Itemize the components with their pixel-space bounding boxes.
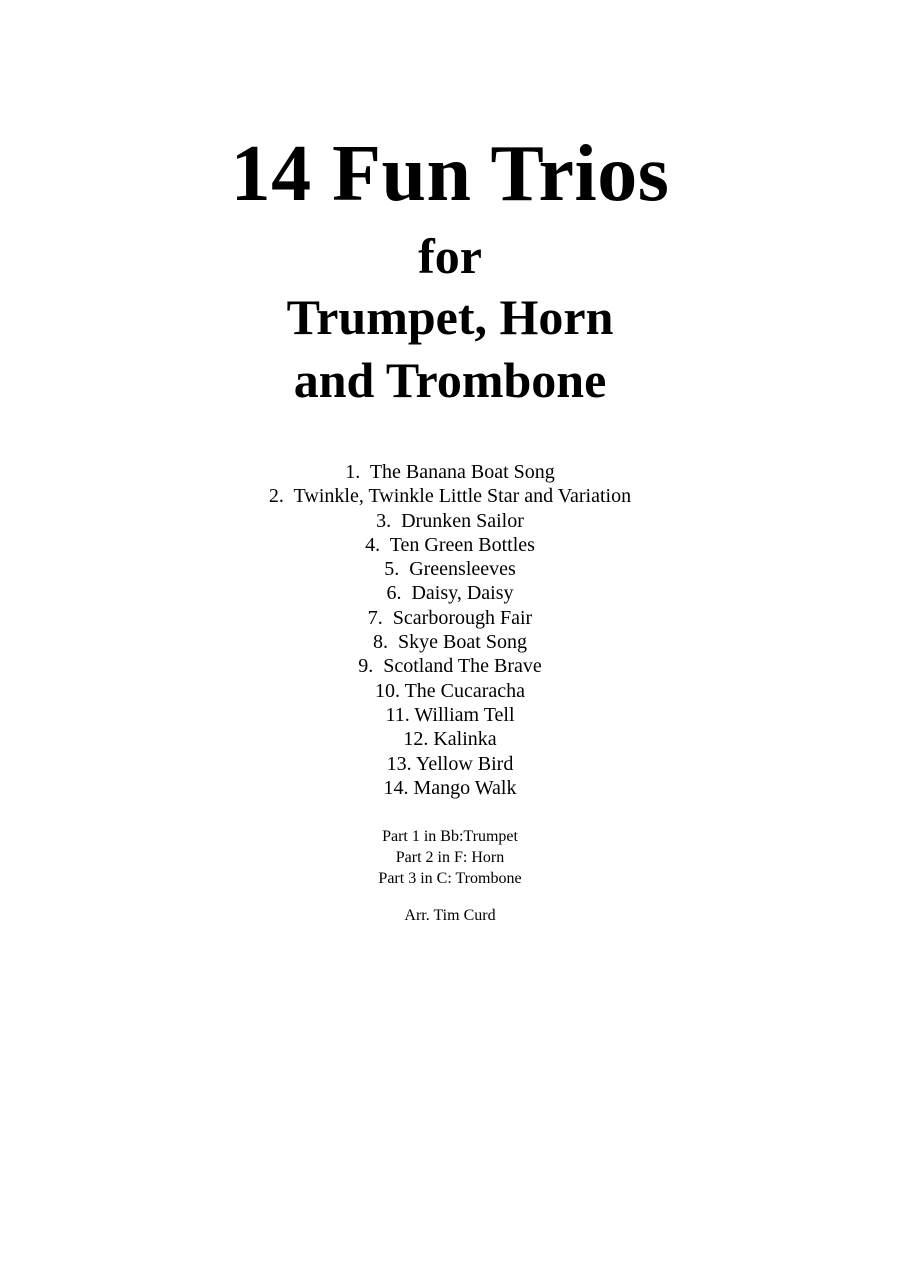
contents-item: 6. Daisy, Daisy [386,582,514,605]
contents-item: 9. Scotland The Brave [358,655,542,678]
contents-item: 14. Mango Walk [383,776,517,799]
part-line: Part 3 in C: Trombone [378,870,522,887]
title-instruments-line-1: Trumpet, Horn [286,289,614,345]
contents-item: 4. Ten Green Bottles [365,533,535,556]
contents-item: 3. Drunken Sailor [376,509,524,532]
contents-item: 10. The Cucaracha [374,679,526,702]
title-instruments-line-2: and Trombone [293,352,607,408]
contents-item: 11. William Tell [385,703,515,726]
title-for: for [418,228,482,284]
contents-item: 5. Greensleeves [384,558,516,581]
contents-item: 1. The Banana Boat Song [345,461,555,483]
contents-item: 2. Twinkle, Twinkle Little Star and Variation [268,485,632,508]
contents-item: 7. Scarborough Fair [367,606,533,629]
part-line: Part 2 in F: Horn [395,849,505,866]
arranger-credit: Arr. Tim Curd [404,907,496,924]
contents-item: 13. Yellow Bird [386,752,514,775]
document-title: 14 Fun Trios [230,130,670,218]
contents-item: 12. Kalinka [403,728,497,751]
contents-item: 8. Skye Boat Song [373,631,527,654]
part-line: Part 1 in Bb:Trumpet [382,828,518,845]
parts-list [0,826,900,889]
contents-list [0,460,900,800]
